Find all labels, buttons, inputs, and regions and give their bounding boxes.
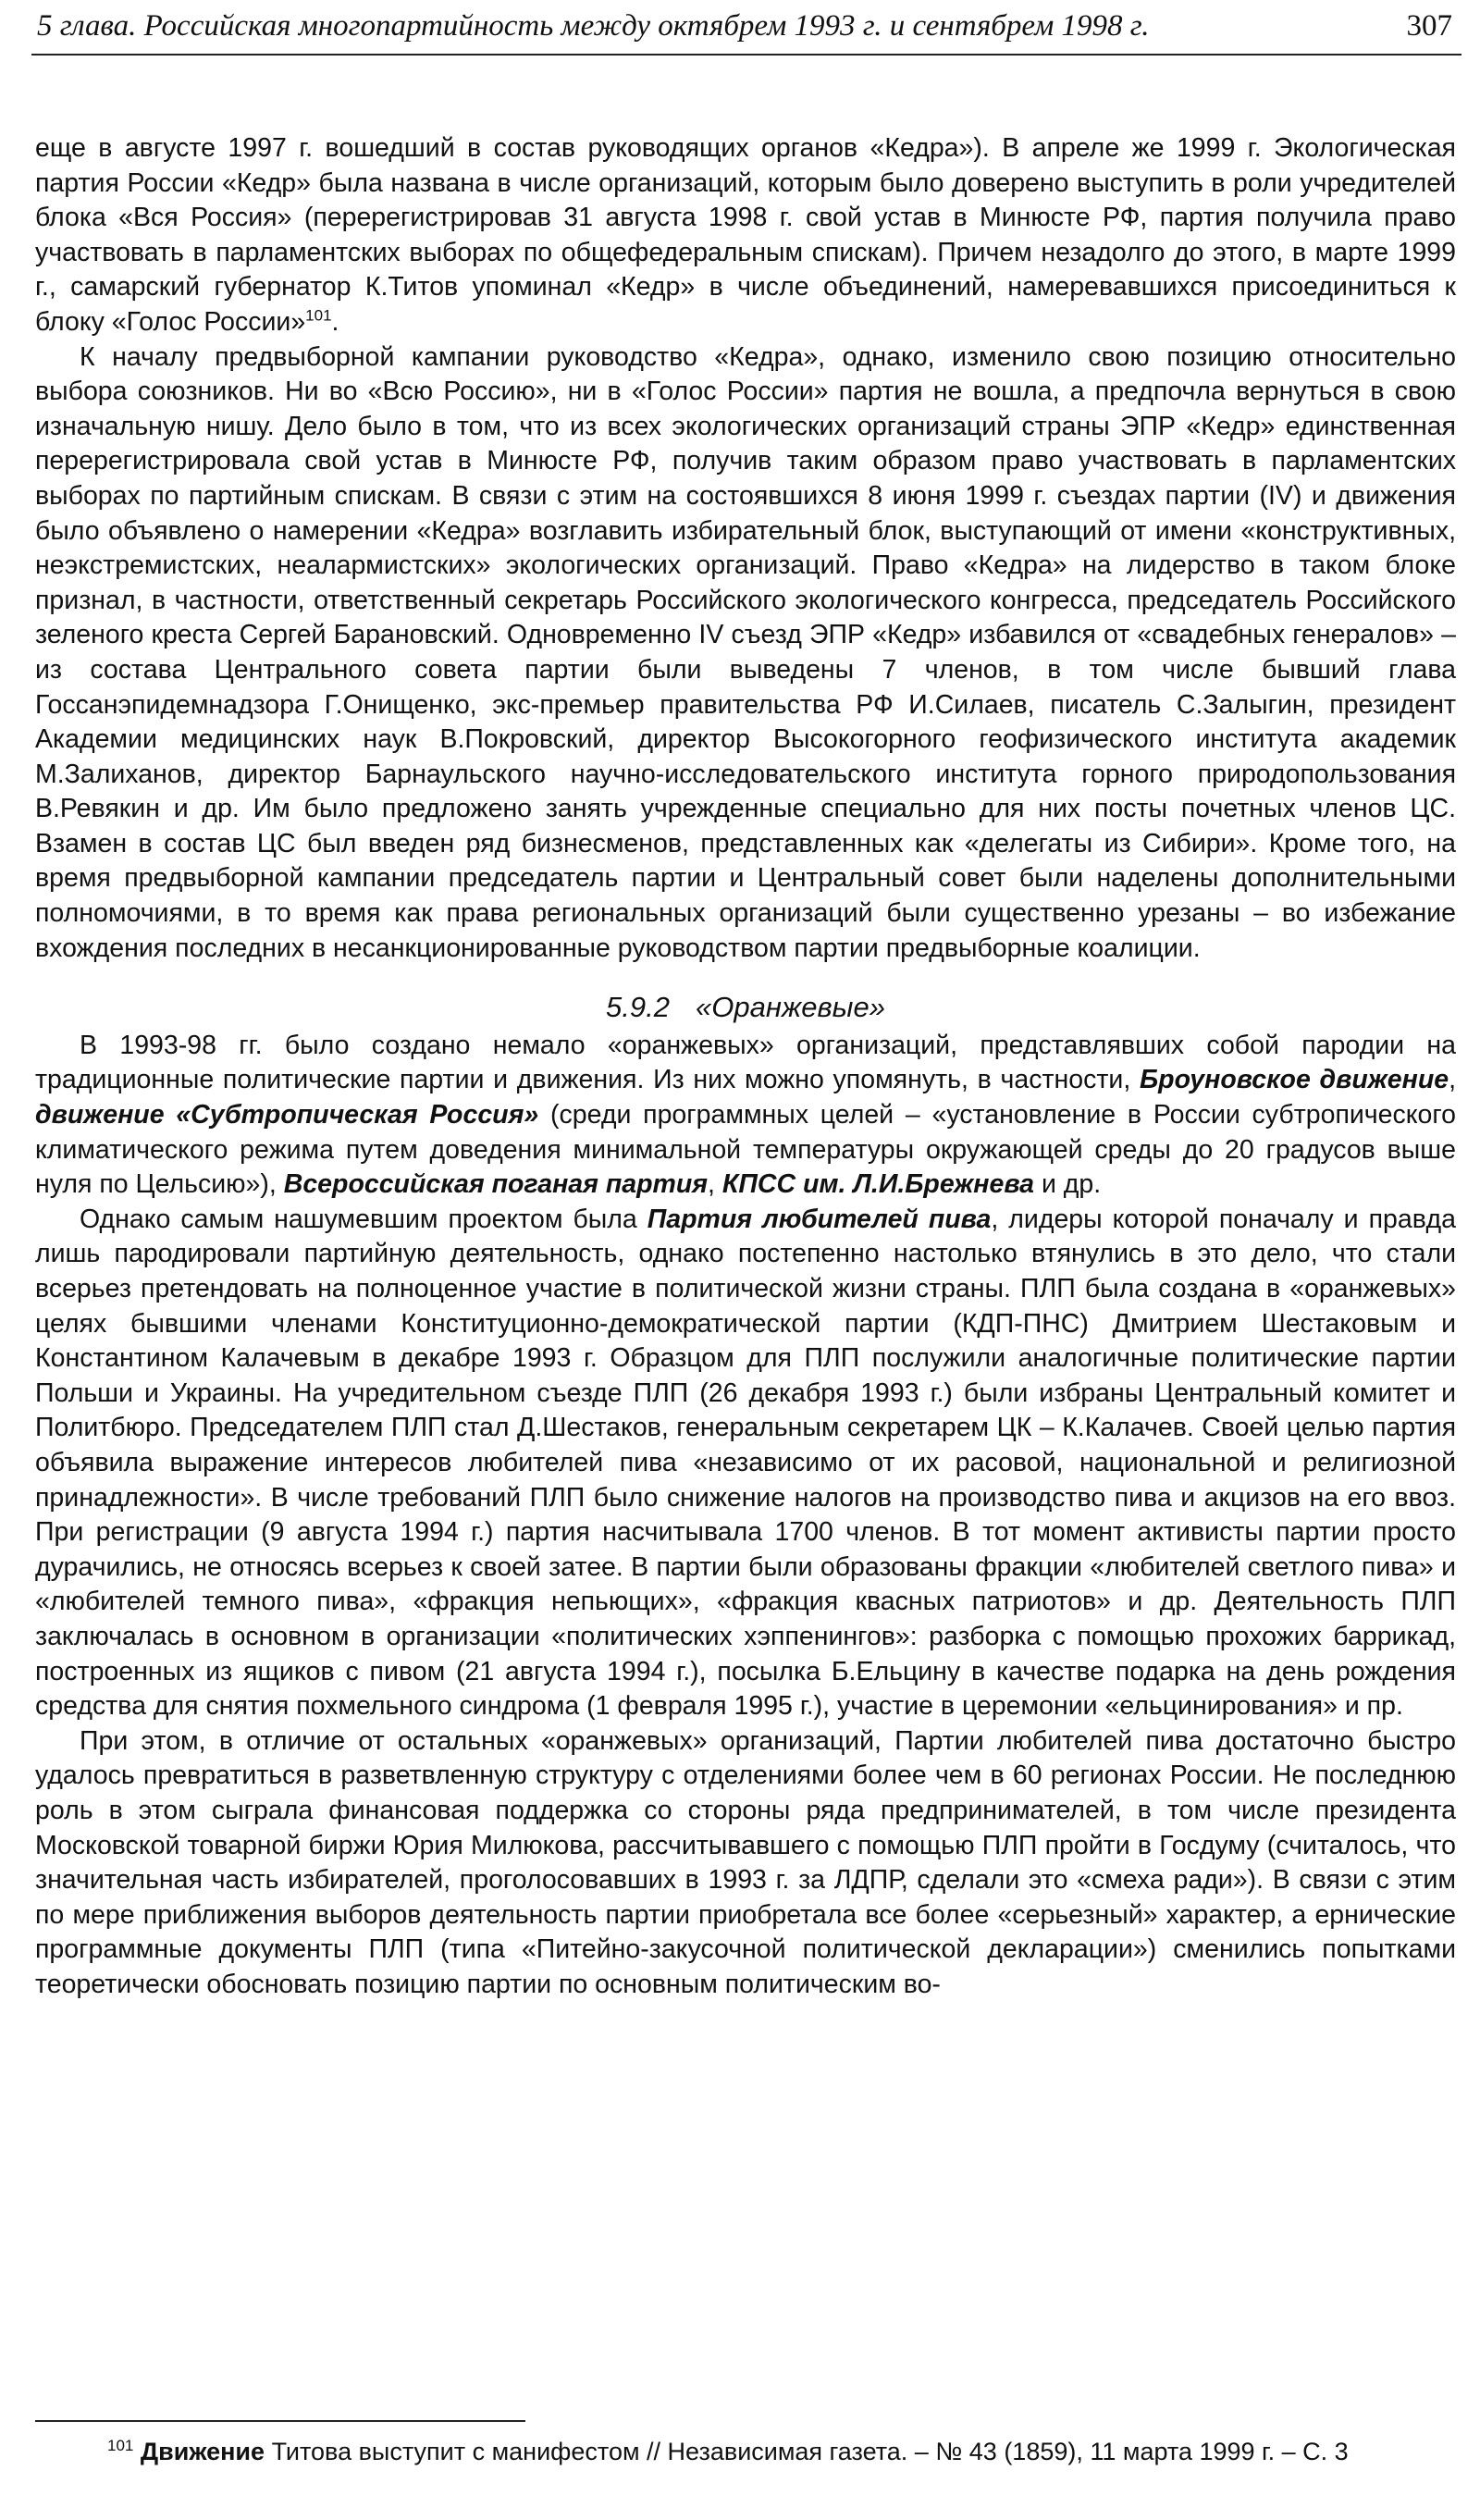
footnote-number: 101 [107, 2437, 134, 2454]
term-brownian-movement: Броуновское движение [1139, 1065, 1449, 1095]
footnote-text: Титова выступит с манифестом // Независимая газета. – № 43 (1859), 11 марта 1999 г. – С. 3 [271, 2438, 1349, 2465]
footnote-101 [35, 2435, 1456, 2469]
term-subtropical-russia: движение «Субтропическая Россия» [35, 1100, 539, 1130]
paragraph-4-text-1: Однако самым нашумевшим проектом была [80, 1204, 637, 1234]
paragraph-4-text-2: , лидеры которой поначалу и правда лишь пародировали партийную деятельность, однако постепенно настолько втянулись в это дело, что стали всерьез претендовать на полноценное участие в политической жизни страны. ПЛП была создана в «оранжевых» целях бывшими членами Конституционно-демократической партии (КДП-ПНС) Дмитрием Шестаковым и Константином Калачевым в декабре 1993 г. Образцом для ПЛП послужили аналогичные политические партии Польши и Украины. На учредительном съезде ПЛП (26 декабря 1993 г.) были избраны Центральный комитет и Политбюро. Председателем ПЛП стал Д.Шестаков, генеральным секретарем ЦК – К.Калачев. Своей целью партия объявила выражение интересов любителей пива «независимо от их расовой, национальной и религиозной принадлежности». В числе требований ПЛП было снижение налогов на производство пива и акцизов на его ввоз. При регистрации (9 августа 1994 г.) партия насчитывала 1700 членов. В тот момент активисты партии просто дурачились, не относясь всерьез к своей затее. В партии были образованы фракции «любителей светлого пива» и «любителей темного пива», «фракция непьющих», «фракция квасных патриотов» и др. Деятельность ПЛП заключалась в основном в организации «политических хэппенингов»: разборка с помощью прохожих баррикад, построенных из ящиков с пивом (21 августа 1994 г.), посылка Б.Ельцину в качестве подарка на день рождения средства для снятия похмельного синдрома (1 февраля 1995 г.), участие в церемонии «ельцинирования» и пр. [35, 1204, 1456, 1722]
term-nasty-party: Всероссийская поганая партия [283, 1169, 709, 1200]
paragraph-3 [35, 1029, 1456, 1203]
separator: , [708, 1169, 715, 1200]
running-title: 5 глава. Российская многопартийность между октябрем 1993 г. и сентябрем 1998 г. [37, 9, 1150, 43]
paragraph-1-end: . [331, 306, 339, 337]
section-number: 5.9.2 [606, 991, 670, 1024]
main-text [35, 131, 1456, 2002]
paragraph-5: При этом, в отличие от остальных «оранжевых» организаций, Партии любителей пива достаточно быстро удалось превратиться в разветвленную структуру с отделениями более чем в 60 регионах России. Не последнюю роль в этом сыграла финансовая поддержка со стороны ряда предпринимателей, в том числе президента Московской товарной биржи Юрия Милюкова, рассчитывавшего с помощью ПЛП пройти в Госдуму (считалось, что значительная часть избирателей, проголосовавших в 1993 г. за ЛДПР, сделали это «смеха ради»). В связи с этим по мере приближения выборов деятельность партии приобретала все более «серьезный» характер, а ернические программные документы ПЛП (типа «Питейно-закусочной политической декларации») сменились попытками теоретически обосновать позицию партии по основным политическим во- [35, 1725, 1456, 1999]
footnote-bold-title: Движение [140, 2438, 265, 2465]
paragraph-3-text-2: (среди программных целей – «установление в России субтропического климатического режима путем доведения минимальной температуры окружающей среды до 20 градусов выше нуля по Цельсию»), [35, 1100, 1457, 1200]
paragraph-1-text: еще в августе 1997 г. вошедший в состав руководящих органов «Кедра»). В апреле же 1999 г. Экологическая партия России «Кедр» была названа в числе организаций, которым было доверено выступить в роли учредителей блока «Вся Россия» (перерегистрировав 31 августа 1998 г. свой устав в Минюсте РФ, партия получила право участвовать в парламентских выборах по общефедеральным спискам). Причем незадолго до этого, в марте 1999 г., самарский губернатор К.Титов упоминал «Кедр» в числе объединений, намеревавшихся присоединиться к блоку «Голос России» [35, 133, 1456, 337]
separator: , [1449, 1065, 1456, 1095]
footnote-ref-101[interactable]: 101 [305, 306, 332, 325]
term-beer-lovers-party: Партия любителей пива [647, 1204, 992, 1234]
page-number: 307 [1406, 9, 1452, 43]
paragraph-3-text-3: и др. [1041, 1169, 1102, 1200]
section-title: «Оранжевые» [696, 991, 885, 1024]
paragraph-4 [35, 1203, 1456, 1724]
running-header [31, 6, 1462, 56]
paragraph-2: К началу предвыборной кампании руководство «Кедра», однако, изменило свою позицию относительно выбора союзников. Ни во «Всю Россию», ни в «Голос России» партия не вошла, а предпочла вернуться в свою изначальную нишу. Дело было в том, что из всех экологических организаций страны ЭПР «Кедр» единственная перерегистрировала свой устав в Минюсте РФ, получив таким образом право участвовать в парламентских выборах по партийным спискам. В связи с этим на состоявшихся 8 июня 1999 г. съездах партии (IV) и движения было объявлено о намерении «Кедра» возглавить избирательный блок, выступающий от имени «конструктивных, неэкстремистских, неалармистских» экологических организаций. Право «Кедра» на лидерство в таком блоке признал, в частности, ответственный секретарь Российского экологического конгресса, председатель Российского зеленого креста Сергей Барановский. Одновременно IV съезд ЭПР «Кедр» избавился от «свадебных генералов» – из состава Центрального совета партии были выведены 7 членов, в том числе бывший глава Госсанэпидемнадзора Г.Онищенко, экс-премьер правительства РФ И.Силаев, писатель С.Залыгин, президент Академии медицинских наук В.Покровский, директор Высокогорного геофизического института академик М.Залиханов, директор Барнаульского научно-исследовательского института горного природопользования В.Ревякин и др. Им было предложено занять учрежденные специально для них посты почетных членов ЦС. Взамен в состав ЦС был введен ряд бизнесменов, представленных как «делегаты из Сибири». Кроме того, на время предвыборной кампании председатель партии и Центральный совет были наделены дополнительными полномочиями, в то время как права региональных организаций были существенно урезаны – во избежание вхождения последних в несанкционированные руководством партии предвыборные коалиции. [35, 341, 1456, 963]
section-heading [35, 990, 1456, 1025]
footnote-divider [35, 2420, 525, 2422]
paragraph-1 [35, 131, 1456, 340]
term-cpsu-brezhnev: КПСС им. Л.И.Брежнева [722, 1169, 1035, 1200]
paragraph-3-text-1: В 1993-98 гг. было создано немало «оранжевых» организаций, представлявших собой пародии на традиционные политические партии и движения. Из них можно упомянуть, в частности, [35, 1030, 1456, 1095]
